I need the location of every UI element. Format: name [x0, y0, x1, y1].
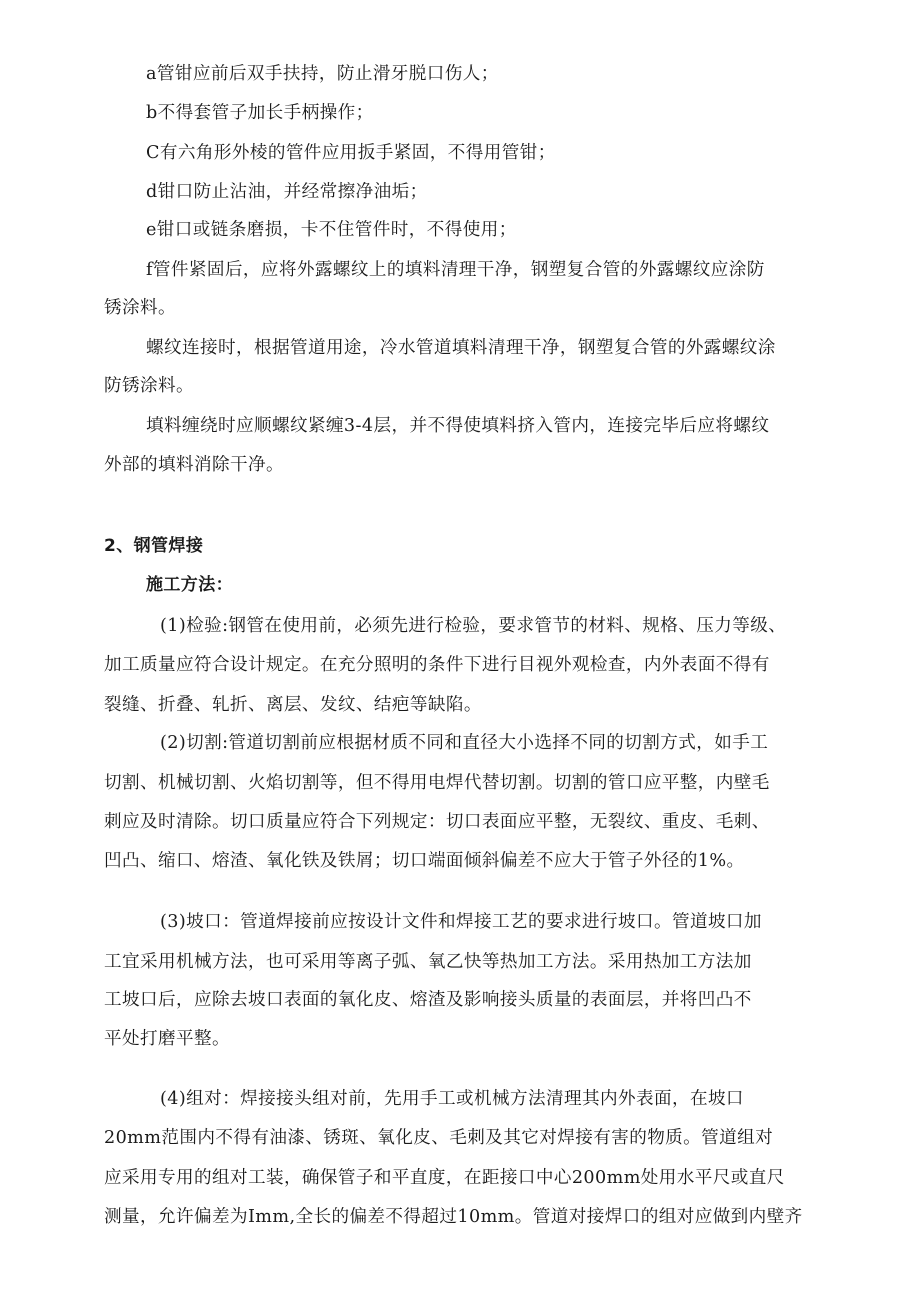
list-item-c: C有六角形外棱的管件应用扳手紧固，不得用管钳； [146, 143, 556, 163]
list-item-f-line2: 锈涂料。 [104, 298, 176, 318]
paragraph-inspection-line3: 裂缝、折叠、轧折、离层、发纹、结疤等缺陷。 [104, 695, 482, 715]
paragraph-alignment-line4: 测量，允许偏差为Imm,全长的偏差不得超过10mm。管道对接焊口的组对应做到内壁齐 [104, 1207, 803, 1227]
paragraph-bevel-line4: 平处打磨平整。 [104, 1029, 230, 1049]
paragraph-cutting-line3: 刺应及时清除。切口质量应符合下列规定：切口表面应平整，无裂纹、重皮、毛刺、 [104, 812, 770, 832]
paragraph-bevel-line1: (3)坡口：管道焊接前应按设计文件和焊接工艺的要求进行坡口。管道坡口加 [160, 912, 762, 932]
list-item-f-line1: f管件紧固后，应将外露螺纹上的填料清理干净，钢塑复合管的外露螺纹应涂防 [146, 260, 765, 280]
paragraph-alignment-line3: 应采用专用的组对工装，确保管子和平直度，在距接口中心200mm处用水平尺或直尺 [104, 1168, 785, 1188]
thread-paragraph-line2: 防锈涂料。 [104, 376, 194, 396]
paragraph-inspection-line1: (1)检验:钢管在使用前，必须先进行检验，要求管节的材料、规格、压力等级、 [160, 616, 787, 636]
paragraph-cutting-line2: 切割、机械切割、火焰切割等，但不得用电焊代替切割。切割的管口应平整，内壁毛 [104, 773, 770, 793]
list-item-a: a管钳应前后双手扶持，防止滑牙脱口伤人； [146, 64, 499, 84]
method-heading: 施工方法： [146, 575, 233, 595]
paragraph-alignment-line2: 20mm范围内不得有油漆、锈斑、氧化皮、毛刺及其它对焊接有害的物质。管道组对 [104, 1128, 774, 1148]
fill-paragraph-line2: 外部的填料消除干净。 [104, 455, 284, 475]
section-heading: 2、钢管焊接 [104, 536, 204, 556]
list-item-e: e钳口或链条磨损，卡不住管件时，不得使用； [146, 220, 517, 240]
list-item-d: d钳口防止沾油，并经常擦净油垢； [146, 182, 428, 202]
paragraph-bevel-line3: 工坡口后，应除去坡口表面的氧化皮、熔渣及影响接头质量的表面层，并将凹凸不 [104, 990, 752, 1010]
paragraph-bevel-line2: 工宜采用机械方法，也可采用等离子弧、氧乙快等热加工方法。采用热加工方法加 [104, 952, 752, 972]
thread-paragraph-line1: 螺纹连接时，根据管道用途，冷水管道填料清理干净，钢塑复合管的外露螺纹涂 [146, 338, 776, 358]
paragraph-alignment-line1: (4)组对：焊接接头组对前，先用手工或机械方法清理其内外表面，在坡口 [160, 1089, 744, 1109]
fill-paragraph-line1: 填料缠绕时应顺螺纹紧缠3-4层，并不得使填料挤入管内，连接完毕后应将螺纹 [146, 416, 770, 436]
list-item-b: b不得套管子加长手柄操作； [146, 103, 374, 123]
paragraph-cutting-line1: (2)切割:管道切割前应根据材质不同和直径大小选择不同的切割方式，如手工 [160, 733, 769, 753]
paragraph-inspection-line2: 加工质量应符合设计规定。在充分照明的条件下进行目视外观检查，内外表面不得有 [104, 655, 770, 675]
paragraph-cutting-line4: 凹凸、缩口、熔渣、氧化铁及铁屑；切口端面倾斜偏差不应大于管子外径的1%。 [104, 851, 745, 871]
